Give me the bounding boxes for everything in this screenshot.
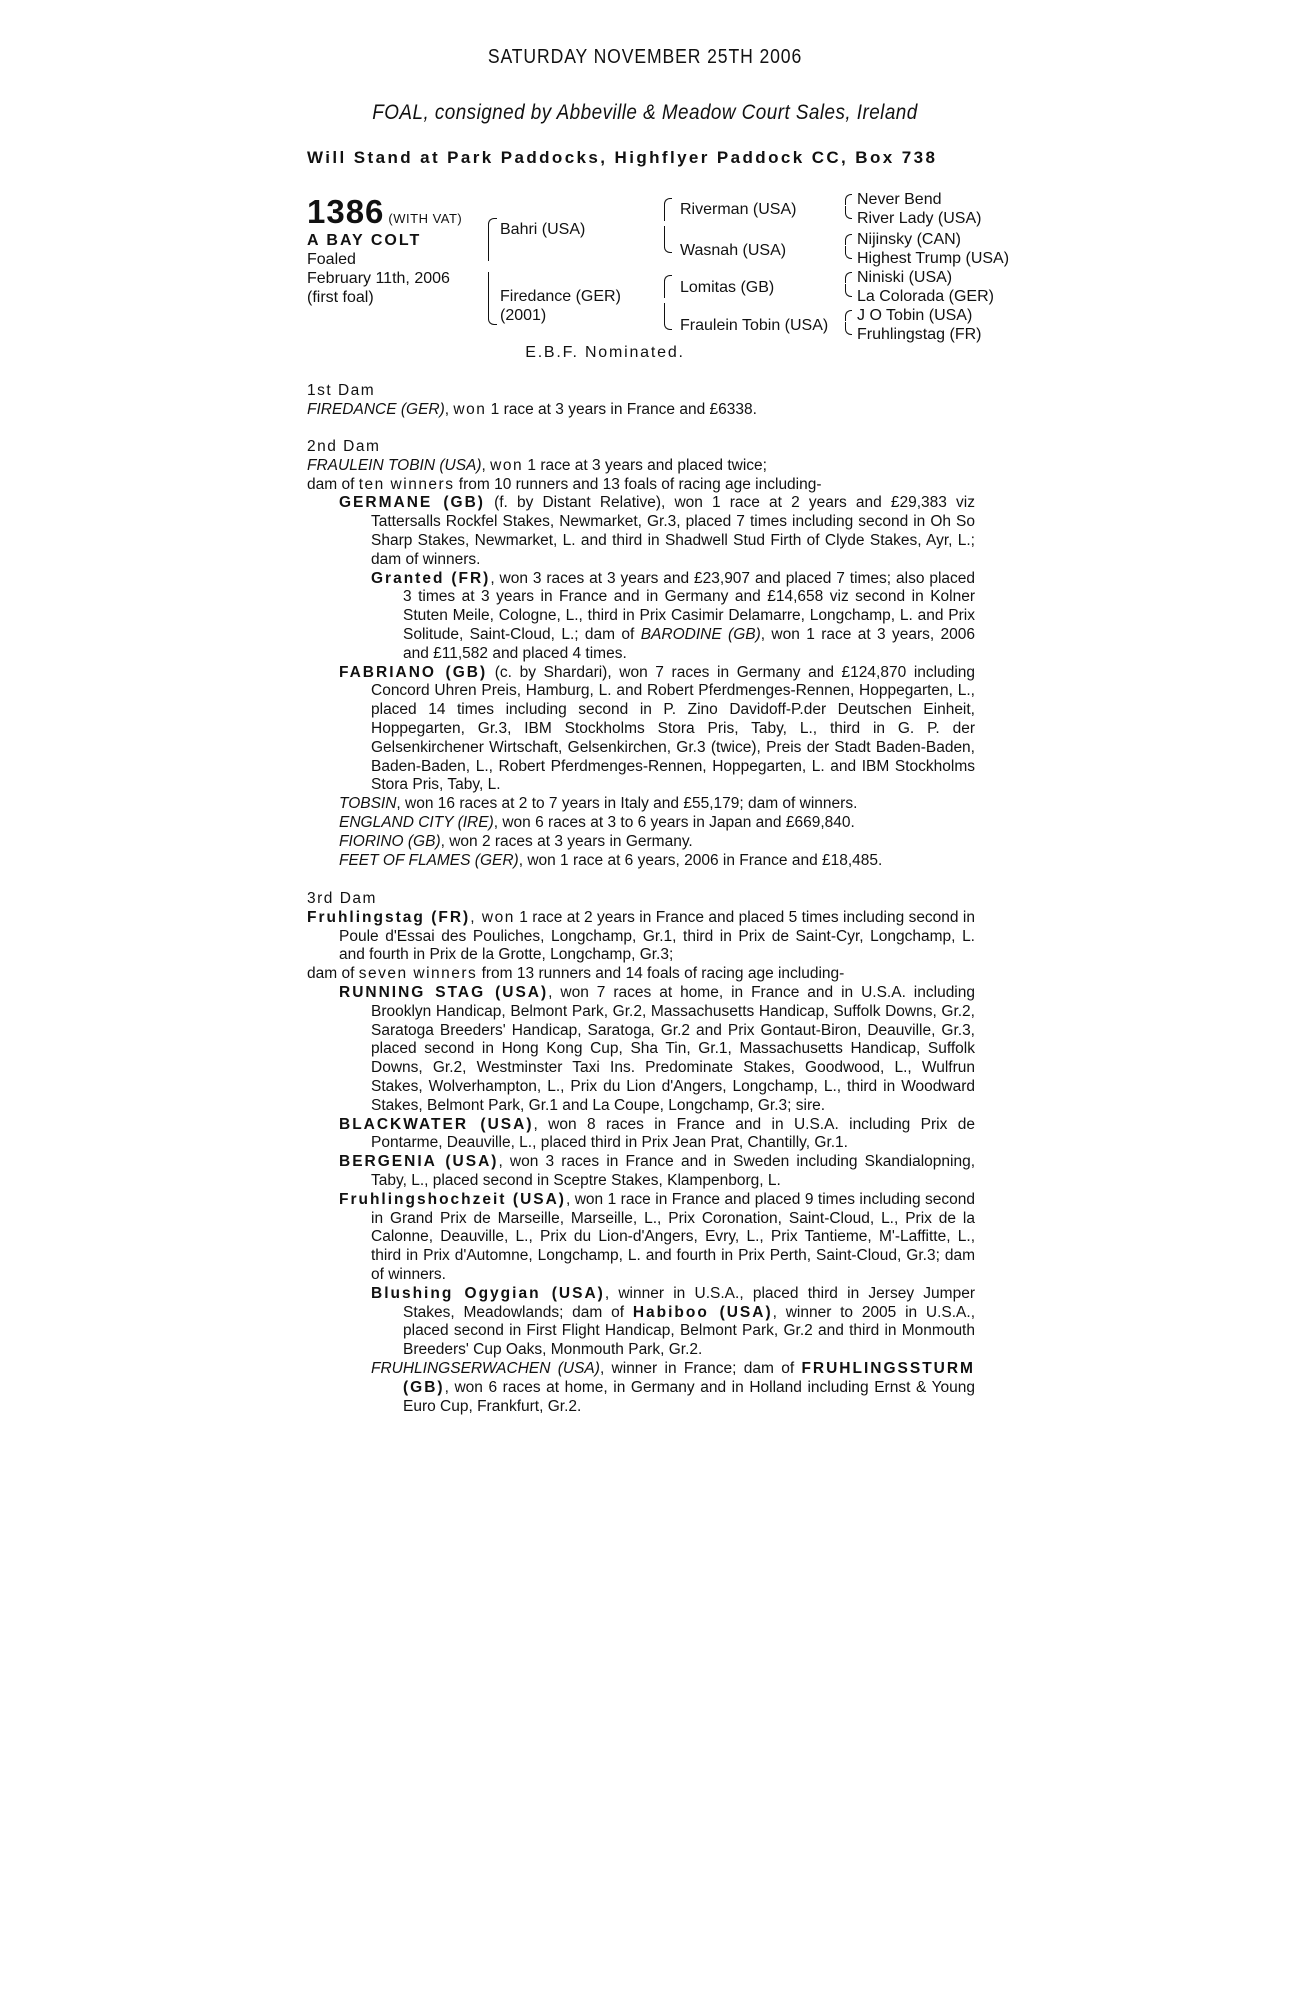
brace-g2b-bottom — [664, 303, 672, 330]
brace-g3b-bottom — [845, 246, 852, 259]
blushing-ogygian-record-b: , winner to 2005 in U.S.A., placed second in First Flight Handicap, Belmont Park, Gr.2 and third in Monmouth Breeders' Cup Oaks, Monmouth Park, Gr.2. — [403, 1303, 975, 1359]
running-stag-record: , won 7 races at home, in France and in U.S.A. including Brooklyn Handicap, Belmont Park, Gr.2, Massachusetts Handicap, Suffolk Downs, Gr.2, Saratoga Breeders' Handicap, Saratoga, Gr.2 and Prix Gontaut-Biron, Deauville, Gr.3, placed second in Hong Kong Cup, Sha Tin, Gr.1, Massachusetts Handicap, Suffolk Downs, Gr.2, Westminster Taxi Ins. Predominate Stakes, Goodwood, L., Wulfrun Stakes, Wolverhampton, L., Prix du Lion d'Angers, Longchamp, L., third in Woodward Stakes, Belmont Park, Gr.1 and La Coupe, Longchamp, Gr.3; sire. — [371, 983, 975, 1114]
pedigree-dam-sire: Lomitas (GB) — [680, 279, 775, 296]
third-dam-line — [307, 909, 975, 965]
second-dam-heading: 2nd Dam — [307, 438, 381, 455]
pedigree-g3: Nijinsky (CAN) — [857, 231, 961, 248]
first-dam-section — [307, 382, 975, 420]
pedigree-g7: J O Tobin (USA) — [857, 307, 973, 324]
first-dam-won: won — [453, 400, 487, 418]
feet-of-flames-record: , won 1 race at 6 years, 2006 in France and £18,485. — [518, 851, 883, 869]
fabriano-record: (c. by Shardari), won 7 races in Germany and £124,870 including Concord Uhren Preis, Hamburg, L. and Robert Pferdmenges-Rennen, Hoppegarten, L., placed 14 times including second in P. Zino Davidoff-P.der Deutschen Einheit, Hoppegarten, Gr.3, IBM Stockholms Stora Pris, Taby, L., third in G. P. der Gelsenkirchener Wirtschaft, Gelsenkirchen, Gr.3 (twice), Preis der Stadt Baden-Baden, Baden-Baden, L., Robert Pferdmenges-Rennen, Hoppegarten, L. and IBM Stockholms Stora Pris, Taby, L. — [371, 663, 975, 794]
england-city-record: , won 6 races at 3 to 6 years in Japan and £669,840. — [493, 813, 855, 831]
pedigree-sire-dam: Wasnah (USA) — [680, 242, 787, 259]
lot-number: 1386 — [307, 193, 385, 230]
barodine-name: BARODINE (GB) — [640, 625, 761, 643]
pedigree-g6: La Colorada (GER) — [857, 288, 994, 305]
brace-g2a-bottom — [664, 226, 672, 253]
fiorino-name: FIORINO (GB) — [339, 832, 441, 850]
blushing-ogygian-record-a: , winner in U.S.A., placed third in Jersey Jumper Stakes, Meadowlands; dam of — [403, 1284, 975, 1321]
granted-record-b: , won 1 race at 3 years, 2006 and £11,582 and placed 4 times. — [403, 625, 976, 662]
brace-g3a-bottom — [845, 206, 852, 219]
brace-g2a-top — [664, 198, 672, 221]
produce-england-city — [307, 814, 975, 833]
fruhlingshochzeit-record: , won 1 race in France and placed 9 times including second in Grand Prix de Marseille, Marseille, L., Prix Coronation, Saint-Cloud, L., Prix de la Calonne, Deauville, L., Prix du Lion-d'Angers, Evry, L., Prix Tantieme, M'-Laffitte, L., third in Prix d'Automne, Longchamp, L. and fourth in Prix Perth, Saint-Cloud, Gr.3; dam of winners. — [371, 1190, 975, 1283]
lot-vat: (WITH VAT) — [388, 211, 463, 226]
second-dam-name: FRAULEIN TOBIN (USA) — [307, 456, 482, 474]
bergenia-record: , won 3 races in France and in Sweden including Skandialopning, Taby, L., placed second in Sceptre Stakes, Klampenborg, L. — [371, 1153, 975, 1189]
winners-count: ten winners — [358, 475, 455, 493]
pedigree-g2: River Lady (USA) — [857, 210, 982, 227]
produce-granted — [307, 570, 975, 664]
second-dam-won: won — [490, 456, 524, 474]
produce-fruhlingshochzeit — [307, 1191, 975, 1285]
stand-location: Will Stand at Park Paddocks, Highflyer Paddock CC, Box 738 — [307, 148, 938, 167]
third-dam-produce — [307, 965, 975, 984]
consignment-line: FOAL, consigned by Abbeville & Meadow Court Sales, Ireland — [372, 101, 918, 124]
ebf-text: E.B.F. Nominated. — [525, 344, 685, 361]
produce-blushing-ogygian — [307, 1285, 975, 1360]
bergenia-name: BERGENIA (USA) — [339, 1153, 499, 1171]
feet-of-flames-name: FEET OF FLAMES (GER) — [339, 851, 519, 869]
third-dam-record: 1 race at 2 years in France and placed 5 times including second in Poule d'Essai des Pouliches, Longchamp, Gr.1, third in Prix de Saint-Cyr, Longchamp, L. and fourth in Prix de la Grotte, Longchamp, Gr.3; — [339, 908, 975, 964]
second-dam-line: FRAULEIN TOBIN (USA), won 1 race at 3 years and placed twice; — [307, 456, 767, 474]
germane-record: (f. by Distant Relative), won 1 race at 2 years and £29,383 viz Tattersalls Rockfel Stakes, Newmarket, Gr.3, placed 7 times including second in Oh So Sharp Stakes, Newmarket, L. and third in Shadwell Stud Firth of Clyde Stakes, Ayr, L.; dam of winners. — [371, 494, 975, 568]
third-dam-heading: 3rd Dam — [307, 890, 377, 907]
granted-name: Granted (FR) — [371, 569, 491, 587]
pedigree-g1: Never Bend — [857, 191, 942, 208]
produce-running-stag — [307, 984, 975, 1116]
fruhlingserwachen-record: , winner in France; dam of — [599, 1359, 795, 1377]
brace-g3c-top — [845, 272, 852, 283]
produce-fiorino — [307, 833, 975, 852]
fabriano-name: FABRIANO (GB) — [339, 663, 488, 681]
produce-tobsin — [307, 795, 975, 814]
pedigree-g4: Highest Trump (USA) — [857, 250, 1010, 267]
fruhlingshochzeit-name: Fruhlingshochzeit (USA) — [339, 1190, 566, 1208]
first-dam-heading: 1st Dam — [307, 382, 376, 399]
pedigree-dam-year: (2001) — [500, 307, 547, 324]
fiorino-record: , won 2 races at 3 years in Germany. — [440, 832, 693, 850]
pedigree-g8: Fruhlingstag (FR) — [857, 326, 982, 343]
produce-bergenia — [307, 1153, 975, 1191]
granted-record-a: , won 3 races at 3 years and £23,907 and placed 7 times; also placed 3 times at 3 years in France and in Germany and £14,658 viz second in Kolner Stuten Meile, Cologne, L., third in Prix Casimir Delamarre, Longchamp, L. and Prix Solitude, Saint-Cloud, L.; dam of — [403, 569, 976, 643]
second-dam-produce — [307, 476, 975, 495]
second-dam-record: 1 race at 3 years and placed twice; — [527, 456, 767, 474]
germane-name: GERMANE (GB) — [339, 494, 485, 512]
england-city-name: ENGLAND CITY (IRE) — [339, 813, 494, 831]
habiboo-name: Habiboo (USA) — [632, 1303, 773, 1321]
dam-of-rest: from 10 runners and 13 foals of racing age including- — [458, 475, 822, 493]
third-dam-section — [307, 890, 975, 1416]
produce-fabriano — [307, 664, 975, 796]
brace-g3a-top — [845, 194, 852, 205]
brace-g3c-bottom — [845, 284, 852, 297]
produce-blackwater — [307, 1116, 975, 1154]
fruhlingssturm-record: , won 6 races at home, in Germany and in Holland including Ernst & Young Euro Cup, Frankfurt, Gr.2. — [403, 1378, 975, 1415]
blushing-ogygian-name: Blushing Ogygian (USA) — [371, 1284, 605, 1302]
sale-date: SATURDAY NOVEMBER 25TH 2006 — [487, 46, 803, 68]
pedigree-sire-sire: Riverman (USA) — [680, 201, 797, 218]
brace-g3b-top — [845, 234, 852, 245]
first-dam-name: FIREDANCE (GER) — [307, 400, 445, 418]
tobsin-name: TOBSIN — [339, 795, 397, 813]
pedigree-dam: Firedance (GER) — [500, 288, 621, 305]
first-dam-text: FIREDANCE (GER), won 1 race at 3 years in France and £6338. — [307, 400, 757, 418]
third-dam-name: Fruhlingstag (FR) — [307, 908, 471, 926]
ebf-nominated — [0, 344, 1290, 362]
produce-fruhlingserwachen — [307, 1360, 975, 1416]
running-stag-name: RUNNING STAG (USA) — [339, 983, 549, 1001]
fruhlingssturm-name: FRUHLINGSSTURM (GB) — [403, 1359, 975, 1396]
pedigree-sire: Bahri (USA) — [500, 221, 586, 238]
tobsin-record: , won 16 races at 2 to 7 years in Italy and £55,179; dam of winners. — [396, 795, 858, 813]
fruhlingserwachen-name: FRUHLINGSERWACHEN (USA) — [371, 1359, 600, 1377]
dam-of-label: dam of — [307, 475, 355, 493]
produce-germane — [307, 494, 975, 569]
produce-feet-of-flames — [307, 852, 975, 871]
pedigree-g5: Niniski (USA) — [857, 269, 953, 286]
brace-sire-bottom — [488, 272, 497, 325]
brace-g3d-bottom — [845, 322, 852, 335]
lot-description: A BAY COLT — [307, 232, 422, 249]
brace-g3d-top — [845, 310, 852, 321]
third-dam-won: , won — [470, 908, 515, 926]
dam-of-label-3: dam of — [307, 965, 355, 983]
dam-of-rest-3: from 13 runners and 14 foals of racing age including- — [481, 965, 845, 983]
pedigree-dam-dam: Fraulein Tobin (USA) — [680, 317, 829, 334]
blackwater-name: BLACKWATER (USA) — [339, 1115, 534, 1133]
first-foal: (first foal) — [307, 289, 374, 306]
first-dam-record: 1 race at 3 years in France and £6338. — [490, 400, 757, 418]
blackwater-record: , won 8 races in France and in U.S.A. including Prix de Pontarme, Deauville, L., placed third in Prix Jean Prat, Chantilly, Gr.1. — [371, 1115, 975, 1152]
foaled-label: Foaled — [307, 251, 356, 268]
brace-sire-top — [488, 218, 497, 261]
foaled-date: February 11th, 2006 — [307, 270, 450, 287]
winners-count-3: seven winners — [358, 965, 478, 983]
second-dam-section — [307, 438, 975, 870]
brace-g2b-top — [664, 275, 672, 298]
